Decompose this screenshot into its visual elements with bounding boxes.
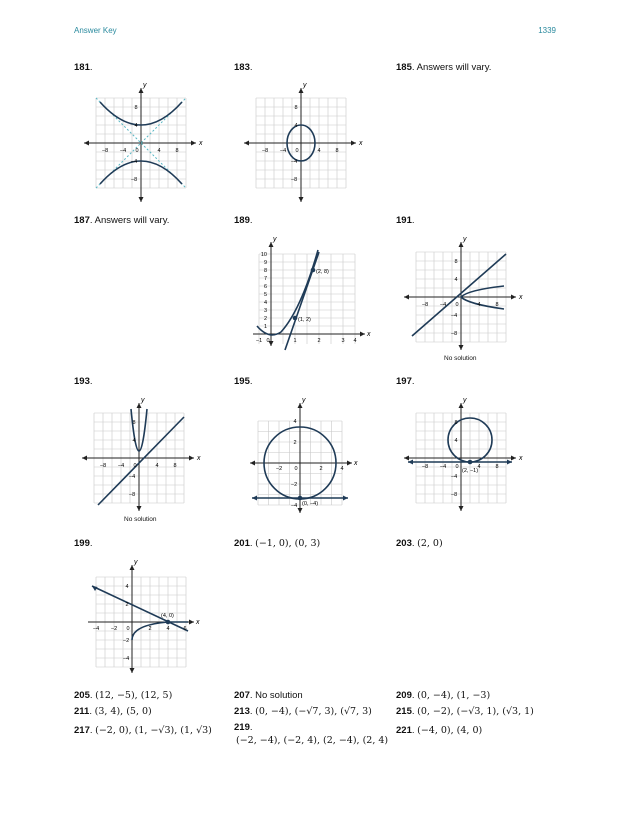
svg-text:y: y (273, 236, 277, 243)
svg-text:−4: −4 (439, 464, 447, 470)
point-label: (0, −4) (302, 501, 319, 507)
page-number: 1339 (538, 26, 556, 35)
svg-text:−4: −4 (119, 148, 127, 154)
graph-191 (402, 232, 532, 362)
svg-text:−8: −8 (128, 492, 136, 498)
problem-187: 187. Answers will vary. (74, 215, 170, 226)
svg-text:2: 2 (263, 316, 267, 322)
svg-text:8: 8 (454, 420, 458, 426)
graph-183 (242, 78, 372, 208)
svg-text:8: 8 (175, 148, 179, 154)
problem-191: 191. (396, 215, 415, 226)
svg-text:−4: −4 (117, 463, 125, 469)
svg-text:−4: −4 (92, 626, 100, 632)
svg-text:0: 0 (135, 148, 139, 154)
svg-text:x: x (196, 619, 200, 626)
svg-text:y: y (134, 559, 138, 566)
svg-text:1: 1 (293, 338, 297, 344)
svg-text:−2: −2 (275, 466, 283, 472)
point-label: (1, 2) (298, 317, 311, 323)
problem-199: 199. (74, 538, 93, 549)
svg-text:−4: −4 (450, 474, 458, 480)
svg-text:4: 4 (293, 419, 297, 425)
svg-text:−4: −4 (290, 159, 298, 165)
svg-text:6: 6 (183, 626, 187, 632)
svg-text:8: 8 (335, 148, 339, 154)
svg-text:4: 4 (477, 302, 481, 308)
svg-text:4: 4 (263, 300, 267, 306)
problem-219: 219. (234, 722, 253, 733)
problem-215: 215. (0, −2), (−√3, 1), (√3, 1) (396, 706, 534, 717)
svg-text:−4: −4 (122, 656, 130, 662)
svg-text:4: 4 (155, 463, 159, 469)
svg-text:−4: −4 (130, 159, 138, 165)
svg-text:3: 3 (263, 308, 267, 314)
svg-text:2: 2 (148, 626, 152, 632)
svg-text:−8: −8 (101, 148, 109, 154)
problem-193: 193. (74, 376, 93, 387)
svg-text:x: x (359, 140, 363, 147)
svg-text:1: 1 (263, 324, 267, 330)
svg-text:−8: −8 (421, 302, 429, 308)
svg-text:x: x (197, 455, 201, 462)
point-label: (2, 8) (316, 269, 329, 275)
svg-text:4: 4 (134, 123, 138, 129)
svg-text:−4: −4 (439, 302, 447, 308)
svg-text:2: 2 (125, 602, 129, 608)
problem-207: 207. No solution (234, 690, 303, 701)
svg-text:−4: −4 (450, 313, 458, 319)
svg-text:4: 4 (317, 148, 321, 154)
problem-219-answer: (−2, −4), (−2, 4), (2, −4), (2, 4) (236, 735, 389, 746)
svg-text:−8: −8 (421, 464, 429, 470)
svg-text:10: 10 (260, 252, 267, 258)
problem-181: 181. (74, 62, 93, 73)
problem-197: 197. (396, 376, 415, 387)
svg-text:0: 0 (133, 463, 137, 469)
svg-text:−4: −4 (128, 474, 136, 480)
svg-text:−8: −8 (450, 331, 458, 337)
svg-text:y: y (463, 236, 467, 243)
svg-text:y: y (302, 397, 306, 404)
svg-text:4: 4 (340, 466, 344, 472)
svg-text:−8: −8 (450, 492, 458, 498)
problem-213: 213. (0, −4), (−√7, 3), (√7, 3) (234, 706, 372, 717)
svg-text:4: 4 (353, 338, 357, 344)
graph-189 (245, 232, 375, 357)
problem-221: 221. (−4, 0), (4, 0) (396, 725, 483, 736)
svg-text:−2: −2 (122, 638, 130, 644)
svg-text:0: 0 (266, 338, 270, 344)
svg-text:0: 0 (295, 148, 299, 154)
svg-text:−2: −2 (290, 482, 298, 488)
svg-text:6: 6 (263, 284, 267, 290)
problem-195: 195. (234, 376, 253, 387)
problem-217: 217. (−2, 0), (1, −√3), (1, √3) (74, 725, 212, 736)
svg-text:x: x (354, 460, 358, 467)
svg-text:4: 4 (294, 123, 298, 129)
problem-203: 203. (2, 0) (396, 538, 443, 549)
svg-text:x: x (367, 331, 371, 338)
svg-text:−8: −8 (290, 177, 298, 183)
svg-text:y: y (141, 397, 145, 404)
svg-text:x: x (519, 455, 523, 462)
svg-text:7: 7 (263, 276, 267, 282)
svg-text:2: 2 (319, 466, 323, 472)
svg-text:2: 2 (293, 440, 297, 446)
svg-text:8: 8 (495, 302, 499, 308)
svg-text:−4: −4 (290, 503, 298, 509)
svg-text:8: 8 (263, 268, 267, 274)
svg-text:y: y (303, 82, 307, 89)
graph-197 (402, 393, 532, 518)
caption-191: No solution (444, 355, 477, 362)
svg-text:0: 0 (294, 466, 298, 472)
point-label: (2, −1) (462, 468, 479, 474)
svg-text:−1: −1 (255, 338, 263, 344)
svg-text:2: 2 (317, 338, 321, 344)
svg-text:−8: −8 (99, 463, 107, 469)
svg-text:8: 8 (134, 105, 138, 111)
svg-text:4: 4 (454, 277, 458, 283)
svg-text:4: 4 (132, 438, 136, 444)
x-axis-label: x (199, 140, 203, 147)
svg-text:−8: −8 (130, 177, 138, 183)
svg-text:0: 0 (455, 302, 459, 308)
graph-199 (84, 555, 214, 675)
problem-185: 185. Answers will vary. (396, 62, 492, 73)
svg-text:5: 5 (263, 292, 267, 298)
problem-211: 211. (3, 4), (5, 0) (74, 706, 152, 717)
problem-183: 183. (234, 62, 253, 73)
problem-201: 201. (−1, 0), (0, 3) (234, 538, 321, 549)
svg-text:−8: −8 (261, 148, 269, 154)
svg-text:4: 4 (454, 438, 458, 444)
caption-193: No solution (124, 516, 157, 523)
y-axis-label: y (143, 82, 147, 89)
svg-text:0: 0 (455, 464, 459, 470)
svg-text:8: 8 (132, 420, 136, 426)
svg-text:y: y (463, 397, 467, 404)
svg-text:4: 4 (157, 148, 161, 154)
svg-text:8: 8 (173, 463, 177, 469)
problem-189: 189. (234, 215, 253, 226)
svg-text:9: 9 (263, 260, 267, 266)
svg-text:0: 0 (126, 626, 130, 632)
graph-193 (80, 393, 210, 518)
svg-text:8: 8 (454, 259, 458, 265)
point-label: (4, 0) (161, 613, 174, 619)
svg-text:8: 8 (495, 464, 499, 470)
svg-text:4: 4 (477, 464, 481, 470)
svg-text:4: 4 (166, 626, 170, 632)
svg-text:−4: −4 (279, 148, 287, 154)
svg-text:x: x (519, 294, 523, 301)
svg-text:4: 4 (125, 584, 129, 590)
header-left: Answer Key (74, 26, 117, 35)
graph-195 (244, 393, 374, 518)
svg-text:8: 8 (294, 105, 298, 111)
svg-text:−2: −2 (110, 626, 118, 632)
graph-181 (82, 78, 212, 208)
svg-text:3: 3 (341, 338, 345, 344)
problem-205: 205. (12, −5), (12, 5) (74, 690, 173, 701)
problem-209: 209. (0, −4), (1, −3) (396, 690, 491, 701)
